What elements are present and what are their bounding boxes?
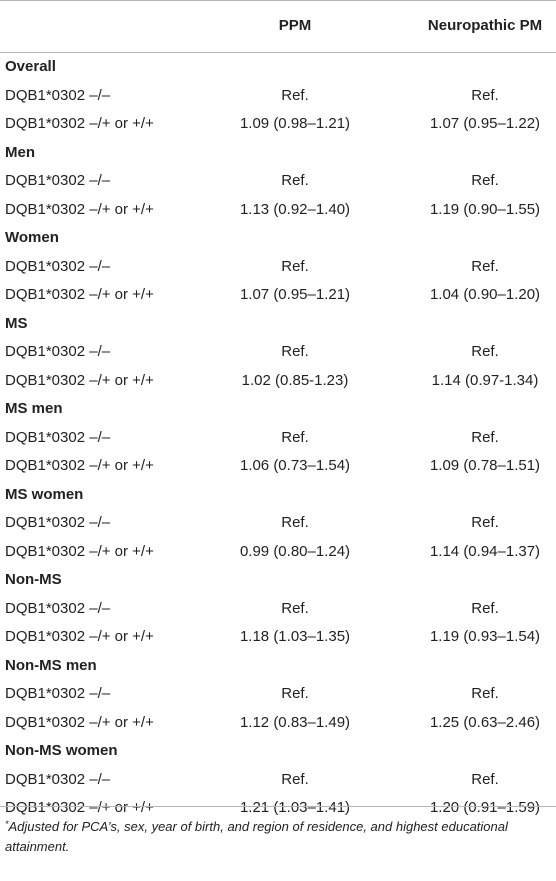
row-label: DQB1*0302 –/+ or +/+ xyxy=(5,542,154,560)
table-group-row xyxy=(0,566,556,595)
table-body xyxy=(0,53,556,823)
table-row xyxy=(0,338,556,367)
group-label: MS women xyxy=(5,485,84,503)
ppm-value: 1.12 (0.83–1.49) xyxy=(239,713,351,731)
table-group-row xyxy=(0,139,556,168)
table-row xyxy=(0,766,556,795)
row-label: DQB1*0302 –/+ or +/+ xyxy=(5,713,154,731)
table-header xyxy=(0,0,556,52)
row-label: DQB1*0302 –/– xyxy=(5,599,111,617)
ppm-value: 1.18 (1.03–1.35) xyxy=(239,628,351,645)
neuropathic-pm-value: 1.19 (0.93–1.54) xyxy=(429,628,541,645)
row-label: DQB1*0302 –/– xyxy=(5,257,111,275)
neuropathic-pm-value: Ref. xyxy=(471,172,499,189)
group-label: Non-MS men xyxy=(5,656,97,674)
table-row xyxy=(0,367,556,396)
header-neuropathic-pm: Neuropathic PM xyxy=(427,17,543,34)
table-group-row xyxy=(0,53,556,82)
neuropathic-pm-value: 1.07 (0.95–1.22) xyxy=(429,115,541,132)
table-group-row xyxy=(0,224,556,253)
group-label: MS xyxy=(5,314,28,332)
neuropathic-pm-value: Ref. xyxy=(471,257,499,275)
ppm-value: Ref. xyxy=(281,343,309,360)
table-row xyxy=(0,253,556,282)
table-group-row xyxy=(0,395,556,424)
neuropathic-pm-value: 1.14 (0.94–1.37) xyxy=(429,542,541,560)
group-label: Women xyxy=(5,229,59,246)
row-label: DQB1*0302 –/+ or +/+ xyxy=(5,628,154,645)
ppm-value: 1.09 (0.98–1.21) xyxy=(239,115,351,132)
table-group-row xyxy=(0,652,556,681)
table-group-row xyxy=(0,310,556,339)
ppm-value: 1.21 (1.03–1.41) xyxy=(239,799,351,816)
group-label: Men xyxy=(5,143,35,161)
table-row xyxy=(0,452,556,481)
table-row xyxy=(0,110,556,139)
ppm-value: Ref. xyxy=(281,172,309,189)
neuropathic-pm-value: Ref. xyxy=(471,86,499,104)
neuropathic-pm-value: 1.14 (0.97-1.34) xyxy=(431,371,539,389)
neuropathic-pm-value: Ref. xyxy=(471,514,499,531)
group-label: MS men xyxy=(5,400,63,417)
table-row xyxy=(0,196,556,225)
ppm-value: Ref. xyxy=(281,685,309,702)
row-label: DQB1*0302 –/– xyxy=(5,343,111,360)
neuropathic-pm-value: Ref. xyxy=(471,599,499,617)
ppm-value: 1.07 (0.95–1.21) xyxy=(239,286,351,303)
table-row xyxy=(0,167,556,196)
footnote-text: Adjusted for PCA’s, sex, year of birth, and region of residence, and highest educational attainment. xyxy=(5,819,508,854)
table-footnote xyxy=(5,814,553,857)
table-bottom-rule xyxy=(0,806,556,807)
table-row xyxy=(0,509,556,538)
row-label: DQB1*0302 –/– xyxy=(5,172,111,189)
neuropathic-pm-value: Ref. xyxy=(471,770,499,788)
neuropathic-pm-value: 1.19 (0.90–1.55) xyxy=(429,200,541,218)
ppm-value: 0.99 (0.80–1.24) xyxy=(239,542,351,560)
group-label: Overall xyxy=(5,58,56,75)
row-label: DQB1*0302 –/– xyxy=(5,428,111,446)
ppm-value: Ref. xyxy=(281,514,309,531)
table-group-row xyxy=(0,737,556,766)
table-row xyxy=(0,709,556,738)
ppm-value: 1.02 (0.85-1.23) xyxy=(241,371,349,389)
table-row xyxy=(0,680,556,709)
row-label: DQB1*0302 –/+ or +/+ xyxy=(5,200,154,218)
neuropathic-pm-value: 1.25 (0.63–2.46) xyxy=(429,713,541,731)
table-row xyxy=(0,538,556,567)
row-label: DQB1*0302 –/– xyxy=(5,86,111,104)
table-row xyxy=(0,595,556,624)
table-row xyxy=(0,82,556,111)
ppm-value: Ref. xyxy=(281,257,309,275)
neuropathic-pm-value: 1.09 (0.78–1.51) xyxy=(429,457,541,474)
row-label: DQB1*0302 –/– xyxy=(5,685,111,702)
ppm-value: Ref. xyxy=(281,428,309,446)
table-row xyxy=(0,623,556,652)
row-label: DQB1*0302 –/+ or +/+ xyxy=(5,799,154,816)
row-label: DQB1*0302 –/– xyxy=(5,514,111,531)
ppm-value: 1.06 (0.73–1.54) xyxy=(239,457,351,474)
table-group-row xyxy=(0,481,556,510)
group-label: Non-MS women xyxy=(5,742,118,759)
footnote-marker: * xyxy=(5,819,9,829)
ppm-value: 1.13 (0.92–1.40) xyxy=(239,200,351,218)
neuropathic-pm-value: 1.20 (0.91–1.59) xyxy=(429,799,541,816)
table-row xyxy=(0,281,556,310)
neuropathic-pm-value: Ref. xyxy=(471,343,499,360)
row-label: DQB1*0302 –/+ or +/+ xyxy=(5,286,154,303)
group-label: Non-MS xyxy=(5,571,62,588)
neuropathic-pm-value: Ref. xyxy=(471,685,499,702)
ppm-value: Ref. xyxy=(281,770,309,788)
ppm-value: Ref. xyxy=(281,599,309,617)
table-row xyxy=(0,424,556,453)
header-ppm: PPM xyxy=(278,17,312,34)
row-label: DQB1*0302 –/+ or +/+ xyxy=(5,457,154,474)
row-label: DQB1*0302 –/+ or +/+ xyxy=(5,371,154,389)
row-label: DQB1*0302 –/+ or +/+ xyxy=(5,115,154,132)
row-label: DQB1*0302 –/– xyxy=(5,770,111,788)
neuropathic-pm-value: Ref. xyxy=(471,428,499,446)
ppm-value: Ref. xyxy=(281,86,309,104)
neuropathic-pm-value: 1.04 (0.90–1.20) xyxy=(429,286,541,303)
